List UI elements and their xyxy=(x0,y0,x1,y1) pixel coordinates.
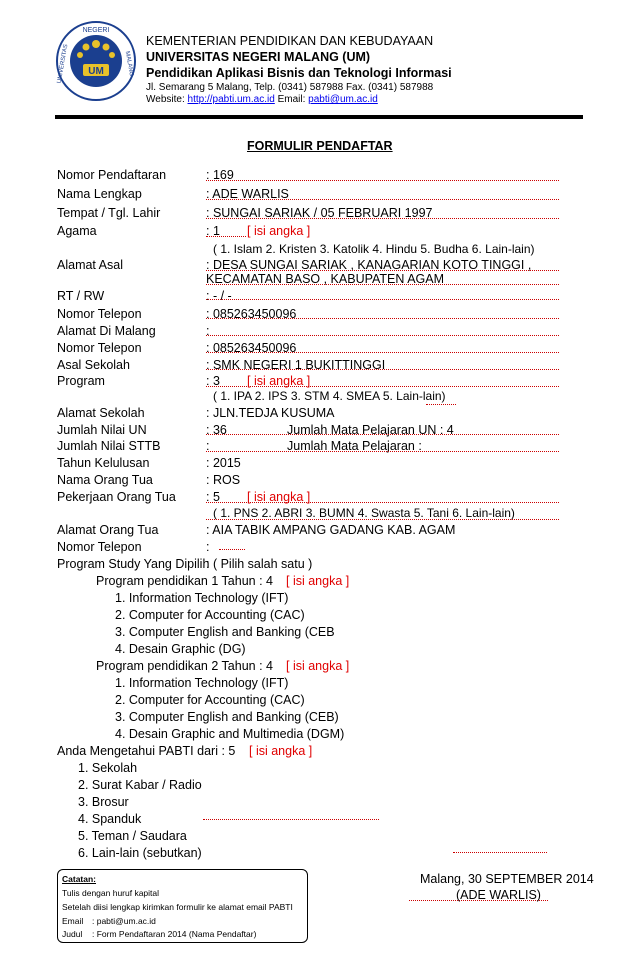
value-nilai-un[interactable]: : 36 xyxy=(206,423,227,437)
label-alamat-malang: Alamat Di Malang xyxy=(57,324,156,338)
program2-item: 3. Computer English and Banking (CEB) xyxy=(115,710,339,724)
dotted-line xyxy=(219,549,245,550)
program1-title: Program pendidikan 1 Tahun : 4 xyxy=(96,574,273,588)
dotted-line xyxy=(206,199,559,200)
mengetahui-item: 2. Surat Kabar / Radio xyxy=(78,778,202,792)
program2-item: 4. Desain Graphic and Multimedia (DGM) xyxy=(115,727,345,741)
label-tahun-lulus: Tahun Kelulusan xyxy=(57,456,150,470)
header-divider xyxy=(55,115,583,119)
email-link[interactable]: pabti@um.ac.id xyxy=(308,94,378,105)
mengetahui-item: 5. Teman / Saudara xyxy=(78,829,187,843)
dotted-line xyxy=(206,218,559,219)
hint-agama: [ isi angka ] xyxy=(247,224,311,238)
value-tahun-lulus[interactable]: : 2015 xyxy=(206,456,241,470)
label-alamat-sekolah: Alamat Sekolah xyxy=(57,406,145,420)
value-nomor-pendaftaran[interactable]: : 169 xyxy=(206,168,234,182)
dotted-line xyxy=(453,852,547,853)
dotted-line xyxy=(206,318,559,319)
email-label: Email: xyxy=(277,94,306,105)
value-program[interactable]: : 3 xyxy=(206,374,220,388)
notes-judul-value: : Form Pendaftaran 2014 (Nama Pendaftar) xyxy=(92,929,257,939)
notes-title: Catatan: xyxy=(62,874,97,884)
hint-program: [ isi angka ] xyxy=(247,374,311,388)
program-name: Pendidikan Aplikasi Bisnis dan Teknologi Informasi xyxy=(146,66,452,80)
program1-item: 3. Computer English and Banking (CEB xyxy=(115,625,335,639)
program1-item: 4. Desain Graphic (DG) xyxy=(115,642,246,656)
dotted-line xyxy=(206,180,559,181)
program1-hint: [ isi angka ] xyxy=(286,574,350,588)
notes-line: Tulis dengan huruf kapital xyxy=(62,888,160,898)
value-telepon-ortu[interactable]: : xyxy=(206,540,210,554)
program2-item: 2. Computer for Accounting (CAC) xyxy=(115,693,305,707)
value-alamat-ortu[interactable]: : AIA TABIK AMPANG GADANG KAB. AGAM xyxy=(206,523,456,537)
logo-right-text: MALANG xyxy=(123,50,135,77)
dotted-line xyxy=(206,451,559,452)
value-alamat-asal[interactable]: : DESA SUNGAI SARIAK , KANAGARIAN KOTO TINGGI , xyxy=(206,258,532,272)
notes-email-value: : pabti@um.ac.id xyxy=(92,916,156,926)
label-alamat-ortu: Alamat Orang Tua xyxy=(57,523,159,537)
logo-top-text: NEGERI xyxy=(82,27,110,34)
notes-box xyxy=(57,869,308,943)
mengetahui-title: Anda Mengetahui PABTI dari : 5 xyxy=(57,744,236,758)
contact-line xyxy=(146,94,378,105)
label-telepon: Nomor Telepon xyxy=(57,307,142,321)
value-pekerjaan-ortu[interactable]: : 5 xyxy=(206,490,220,504)
value-asal-sekolah[interactable]: : SMK NEGERI 1 BUKITTINGGI xyxy=(206,358,386,372)
program2-item: 1. Information Technology (IFT) xyxy=(115,676,289,690)
notes-judul-label: Judul xyxy=(62,929,83,939)
value-ttl[interactable]: : SUNGAI SARIAK / 05 FEBRUARI 1997 xyxy=(206,206,433,220)
value-rt-rw[interactable]: : - / - xyxy=(206,289,232,303)
label-asal-sekolah: Asal Sekolah xyxy=(57,358,130,372)
dotted-line xyxy=(206,434,559,435)
label-telepon-ortu: Nomor Telepon xyxy=(57,540,142,554)
mengetahui-item: 1. Sekolah xyxy=(78,761,138,775)
notes-line: Setelah diisi lengkap kirimkan formulir ke alamat email PABTI xyxy=(62,902,293,912)
website-label: Website: xyxy=(146,94,185,105)
dotted-line xyxy=(206,519,559,520)
value-program-study: : ( Pilih salah satu ) xyxy=(206,557,313,571)
value-telepon-2[interactable]: : 085263450096 xyxy=(206,341,297,355)
label-alamat-asal: Alamat Asal xyxy=(57,258,124,272)
mapel-sttb: Jumlah Mata Pelajaran : xyxy=(287,439,422,453)
dotted-line xyxy=(206,284,559,285)
dotted-line xyxy=(206,386,559,387)
dotted-line xyxy=(206,369,559,370)
label-nilai-sttb: Jumlah Nilai STTB xyxy=(57,439,161,453)
label-nama-ortu: Nama Orang Tua xyxy=(57,473,153,487)
mengetahui-item: 3. Brosur xyxy=(78,795,129,809)
value-nama-lengkap[interactable]: : ADE WARLIS xyxy=(206,187,289,201)
dotted-line xyxy=(203,819,379,820)
signature-place-date: Malang, 30 SEPTEMBER 2014 xyxy=(420,872,594,886)
hint-pekerjaan-ortu: [ isi angka ] xyxy=(247,490,311,504)
dotted-line xyxy=(426,404,456,405)
options-program: ( 1. IPA 2. IPS 3. STM 4. SMEA 5. Lain-lain) xyxy=(213,389,446,403)
university-name: UNIVERSITAS NEGERI MALANG (UM) xyxy=(146,50,371,64)
value-nama-ortu[interactable]: : ROS xyxy=(206,473,241,487)
program2-title: Program pendidikan 2 Tahun : 4 xyxy=(96,659,273,673)
dotted-line xyxy=(206,270,559,271)
label-rt-rw: RT / RW xyxy=(57,289,105,303)
options-pekerjaan-ortu: ( 1. PNS 2. ABRI 3. BUMN 4. Swasta 5. Tani 6. Lain-lain) xyxy=(213,506,515,520)
label-ttl: Tempat / Tgl. Lahir xyxy=(57,206,161,220)
university-logo xyxy=(55,20,137,102)
form-title: FORMULIR PENDAFTAR xyxy=(247,139,393,153)
logo-center-text: UM xyxy=(88,66,104,77)
dotted-line xyxy=(206,335,559,336)
value-alamat-asal-2[interactable]: KECAMATAN BASO , KABUPATEN AGAM xyxy=(206,272,445,286)
label-pekerjaan-ortu: Pekerjaan Orang Tua xyxy=(57,490,176,504)
dotted-line xyxy=(206,236,246,237)
signature-name: (ADE WARLIS) xyxy=(456,888,541,902)
dotted-line xyxy=(206,502,559,503)
mengetahui-hint: [ isi angka ] xyxy=(249,744,313,758)
mengetahui-item: 6. Lain-lain (sebutkan) xyxy=(78,846,202,860)
label-program: Program xyxy=(57,374,105,388)
ministry-name: KEMENTERIAN PENDIDIKAN DAN KEBUDAYAAN xyxy=(146,34,434,48)
value-nilai-sttb[interactable]: : xyxy=(206,439,210,453)
label-nomor-pendaftaran: Nomor Pendaftaran xyxy=(57,168,167,182)
value-alamat-malang[interactable]: : xyxy=(206,324,210,338)
label-nama-lengkap: Nama Lengkap xyxy=(57,187,142,201)
program1-item: 1. Information Technology (IFT) xyxy=(115,591,289,605)
value-agama[interactable]: : 1 xyxy=(206,224,220,238)
label-agama: Agama xyxy=(57,224,97,238)
value-alamat-sekolah[interactable]: : JLN.TEDJA KUSUMA xyxy=(206,406,335,420)
label-telepon-2: Nomor Telepon xyxy=(57,341,142,355)
logo-left-text: UNIVERSITAS xyxy=(56,43,70,84)
dotted-line xyxy=(206,352,559,353)
label-nilai-un: Jumlah Nilai UN xyxy=(57,423,147,437)
options-agama: ( 1. Islam 2. Kristen 3. Katolik 4. Hindu 5. Budha 6. Lain-lain) xyxy=(213,242,535,256)
program2-hint: [ isi angka ] xyxy=(286,659,350,673)
website-link[interactable]: http://pabti.um.ac.id xyxy=(187,94,275,105)
notes-email-label: Email xyxy=(62,916,84,926)
mengetahui-item: 4. Spanduk xyxy=(78,812,142,826)
label-program-study: Program Study Yang Dipilih xyxy=(57,557,210,571)
dotted-line xyxy=(206,299,559,300)
mapel-un: Jumlah Mata Pelajaran UN : 4 xyxy=(287,423,454,437)
value-telepon[interactable]: : 085263450096 xyxy=(206,307,297,321)
address-line: Jl. Semarang 5 Malang, Telp. (0341) 587988 Fax. (0341) 587988 xyxy=(146,82,434,93)
program1-item: 2. Computer for Accounting (CAC) xyxy=(115,608,305,622)
